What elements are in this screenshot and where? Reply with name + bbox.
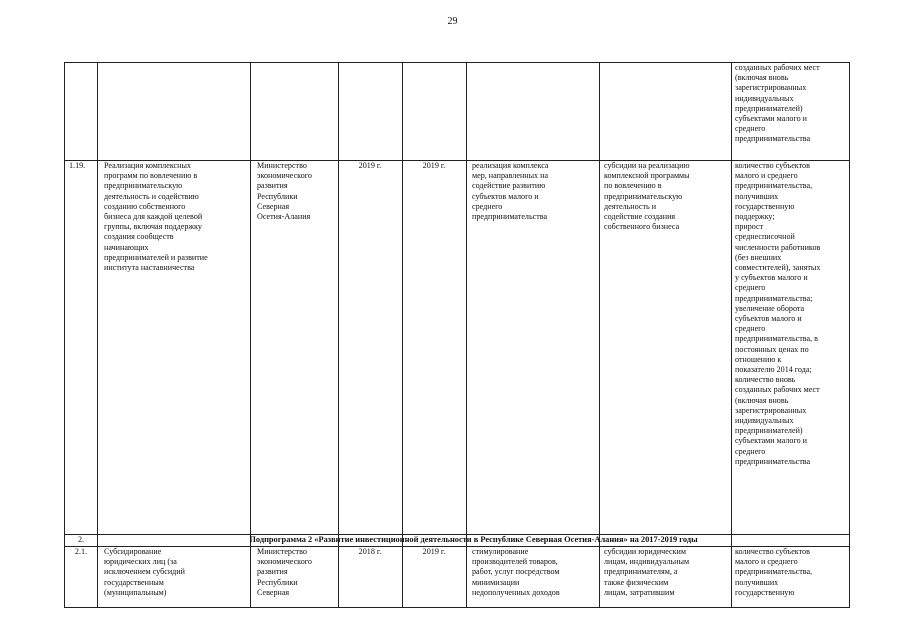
cell-measure-2-1: субсидии юридическим лицам, индивидуальным предпринимателям, а также физическим лицам, затратившим: [604, 547, 690, 597]
col-border: [402, 62, 403, 608]
row-border: [64, 62, 850, 63]
cell-num-2: 2.: [77, 535, 85, 544]
cell-name-1-19: Реализация комплексных программ по вовлечению в предпринимательскую деятельность и содействию созданию собственного бизнеса для каждой целевой группы, включая поддержку создания сообществ начинающих предпринимателей и развитие института наставничества: [104, 161, 208, 273]
col-border: [250, 62, 251, 608]
cell-executor-1-19: Министерство экономического развития Республики Северная Осетия-Алания: [257, 161, 312, 222]
subprogram-title: Подпрограмма 2 «Развитие инвестиционной деятельности в Республике Северная Осетия-Алания» на 2017-2019 годы: [249, 535, 698, 544]
cell-executor-2-1: Министерство экономического развития Республики Северная: [257, 547, 312, 597]
cell-end-1-19: 2019 г.: [422, 161, 446, 170]
cell-measure-1-19: субсидии на реализацию комплексной программы по вовлечению в предпринимательскую деятельность и содействие создания собственного бизнеса: [604, 161, 690, 232]
document-table: [64, 62, 850, 608]
cell-result-2-1: стимулирование производителей товаров, работ, услуг посредством минимизации недополученных доходов: [472, 547, 560, 597]
cell-name-2-1: Субсидирование юридических лиц (за исключением субсидий государственным (муниципальным): [104, 547, 185, 597]
row-border: [64, 607, 850, 608]
cell-start-2-1: 2018 г.: [358, 547, 382, 556]
cell-result-1-19: реализация комплекса мер, направленных на содействие развитию субъектов малого и среднего предпринимательства: [472, 161, 549, 222]
col-border: [97, 62, 98, 608]
cell-num-2-1: 2.1.: [74, 547, 88, 556]
col-border: [64, 62, 65, 608]
col-border: [466, 62, 467, 608]
cell-start-1-19: 2019 г.: [358, 161, 382, 170]
cell-indicators-2-1: количество субъектов малого и среднего предпринимательства, получивших государственную: [735, 547, 813, 597]
page-number: 29: [447, 16, 458, 27]
cell-indicators-1-19: количество субъектов малого и среднего предпринимательства, получивших государственную поддержку; прирост среднесписочной численности работников (без внешних совместителей), занятых у субъектов малого и среднего предпринимательства; увеличение оборота субъектов малого и среднего предпринимательства, в постоянных ценах по отношению к показателю 2014 года; количество вновь созданных рабочих мест (включая вновь зарегистрированных индивидуальных предпринимателей) субъектами малого и среднего предпринимательства: [735, 161, 821, 466]
col-border: [338, 62, 339, 608]
col-border: [599, 62, 600, 608]
cell-num-1-19: 1.19.: [69, 161, 86, 170]
col-border: [849, 62, 850, 608]
cell-indicators-top: созданных рабочих мест (включая вновь зарегистрированных индивидуальных предпринимателей) субъектами малого и среднего предпринимательства: [735, 63, 820, 144]
cell-end-2-1: 2019 г.: [422, 547, 446, 556]
col-border: [731, 62, 732, 608]
